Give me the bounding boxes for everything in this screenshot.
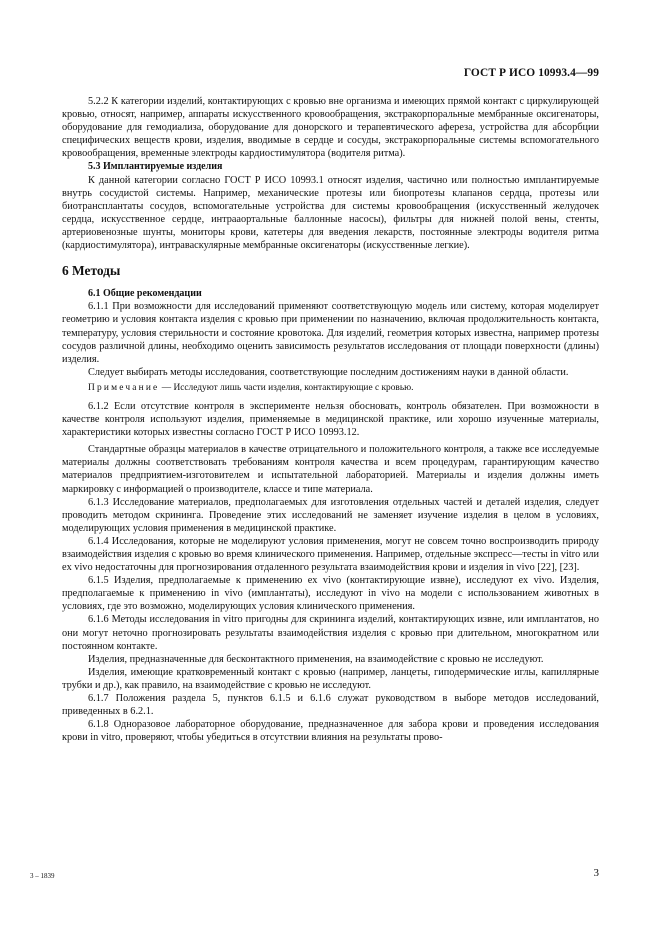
paragraph-5-2-2: 5.2.2 К категории изделий, контактирующих с кровью вне организма и имеющих прямой контакт с циркулирующей кровью, относят, например, аппараты искусственного кровообращения, экстракорпоральные мембранные оксигенаторы, оборудование для гемодиализа, оборудование для донорского и терапевтического афереза, устройства для абсорбции специфических веществ крови, изделия, вводимые в сердце и сосуды, экстракорпоральные системы вспомогательного кровообращения, временные электроды кардиостимулятора (водителя ритма). (62, 96, 599, 160)
paragraph-6-1-6-b: Изделия, предназначенные для бесконтактного применения, на взаимодействие с кровью не исследуют. (88, 653, 544, 665)
paragraph-6-1-5: 6.1.5 Изделия, предполагаемые к применению ex vivo (контактирующие извне), исследуют ex vivo. Изделия, предполагаемые к применению in vivo (имплантаты), исследуют in vivo на модели с использованием животных в условиях, где это возможно, моделирующих условия клинического применения. (62, 575, 599, 613)
heading-section-6: 6 Методы (62, 263, 121, 279)
paragraph-6-1-2: 6.1.2 Если отсутствие контроля в эксперименте нельзя обосновать, контроль обязателен. При возможности в качестве контроля используют изделия, применяемые в медицинской практике, или хорошо изученные материалы, характеристики которых известны согласно ГОСТ Р ИСО 10993.12. (62, 400, 599, 439)
paragraph-6-1-6: 6.1.6 Методы исследования in vitro пригодны для скрининга изделий, контактирующих извне, или имплантатов, но они могут неточно прогнозировать результаты взаимодействия изделия с кровью при длительном, многократном или постоянном контакте. (62, 614, 599, 652)
paragraph-6-1-3: 6.1.3 Исследование материалов, предполагаемых для изготовления отдельных частей и деталей изделия, следует проводить методом скрининга. Проведение этих исследований не заменяет изучение изделия в целом в условиях, моделирующих условия применения в медицинской практике. (62, 496, 599, 534)
paragraph-6-1-6-c: Изделия, имеющие кратковременный контакт с кровью (например, ланцеты, гиподермические иглы, капиллярные трубки и др.), как правило, на взаимодействие с кровью не исследуют. (62, 666, 599, 691)
paragraph-6-1-1-b: Следует выбирать методы исследования, соответствующие последним достижениям науки в данной области. (88, 366, 569, 378)
page-number: 3 (593, 867, 599, 879)
heading-5-3: 5.3 Имплантируемые изделия (88, 161, 223, 173)
paragraph-6-1-7: 6.1.7 Положения раздела 5, пунктов 6.1.5 и 6.1.6 служат руководством в выборе методов исследований, приведенных в 6.2.1. (62, 693, 599, 718)
paragraph-5-3: К данной категории согласно ГОСТ Р ИСО 10993.1 относят изделия, частично или полностью имплантируемые внутрь сосудистой системы. Например, механические протезы или биопротезы клапанов сердца, протезы или биотрансплантаты сосудов, вспомогательные устройства для системы кровообращения (искусственный желудочек сердца, искусственное сердце, интрааортальные баллонные насосы), фильтры для нижней полой вены, стенты, артериовенозные шунты, мониторы крови, катетеры для введения лекарств, постоянные электроды водителя ритма (кардиостимулятора), интраваскулярные мембранные оксигенаторы (искусственные легкие). (62, 174, 599, 252)
note (62, 382, 599, 395)
note-text: — Исследуют лишь части изделия, контактирующие с кровью. (159, 382, 414, 393)
note-label: Примечание (88, 382, 160, 393)
print-code: 3 – 1839 (30, 872, 55, 880)
paragraph-6-1-4: 6.1.4 Исследования, которые не моделируют условия применения, могут не совсем точно воспроизводить природу взаимодействия изделия с кровью во время клинического применения. Например, отдельные экспресс—тесты in vitro или ex vivo недостаточны для прогнозирования отдаленного результата взаимодействия крови и изделия in vivo [22], [23]. (62, 535, 599, 574)
heading-6-1: 6.1 Общие рекомендации (88, 288, 202, 300)
standard-header: ГОСТ Р ИСО 10993.4—99 (463, 67, 599, 79)
paragraph-6-1-2-b: Стандартные образцы материалов в качестве отрицательного и положительного контроля, а также все исследуемые материалы должны соответствовать требованиям контроля качества и всем процедурам, гарантирующим качество материалов предприятием-изготовителем и испытательной лабораторией. Материалы и изделия должны иметь маркировку с информацией о производителе, классе и типе материала. (62, 444, 599, 495)
paragraph-6-1-8: 6.1.8 Одноразовое лабораторное оборудование, предназначенное для забора крови и проведения исследования крови in vitro, проверяют, чтобы убедиться в отсутствии влияния на результаты прово- (62, 719, 599, 744)
document-body (62, 95, 599, 744)
paragraph-6-1-1: 6.1.1 При возможности для исследований применяют соответствующую модель или систему, которая моделирует геометрию и условия контакта изделия с кровью при применении по назначению, включая продолжительность контакта, температуру, условия стерильности и состояние кровотока. Для изделий, геометрия которых известна, например протезы сосудов различной длины, необходимо оценить зависимость результатов исследования от площади поверхности (длины) изделия. (62, 301, 599, 365)
